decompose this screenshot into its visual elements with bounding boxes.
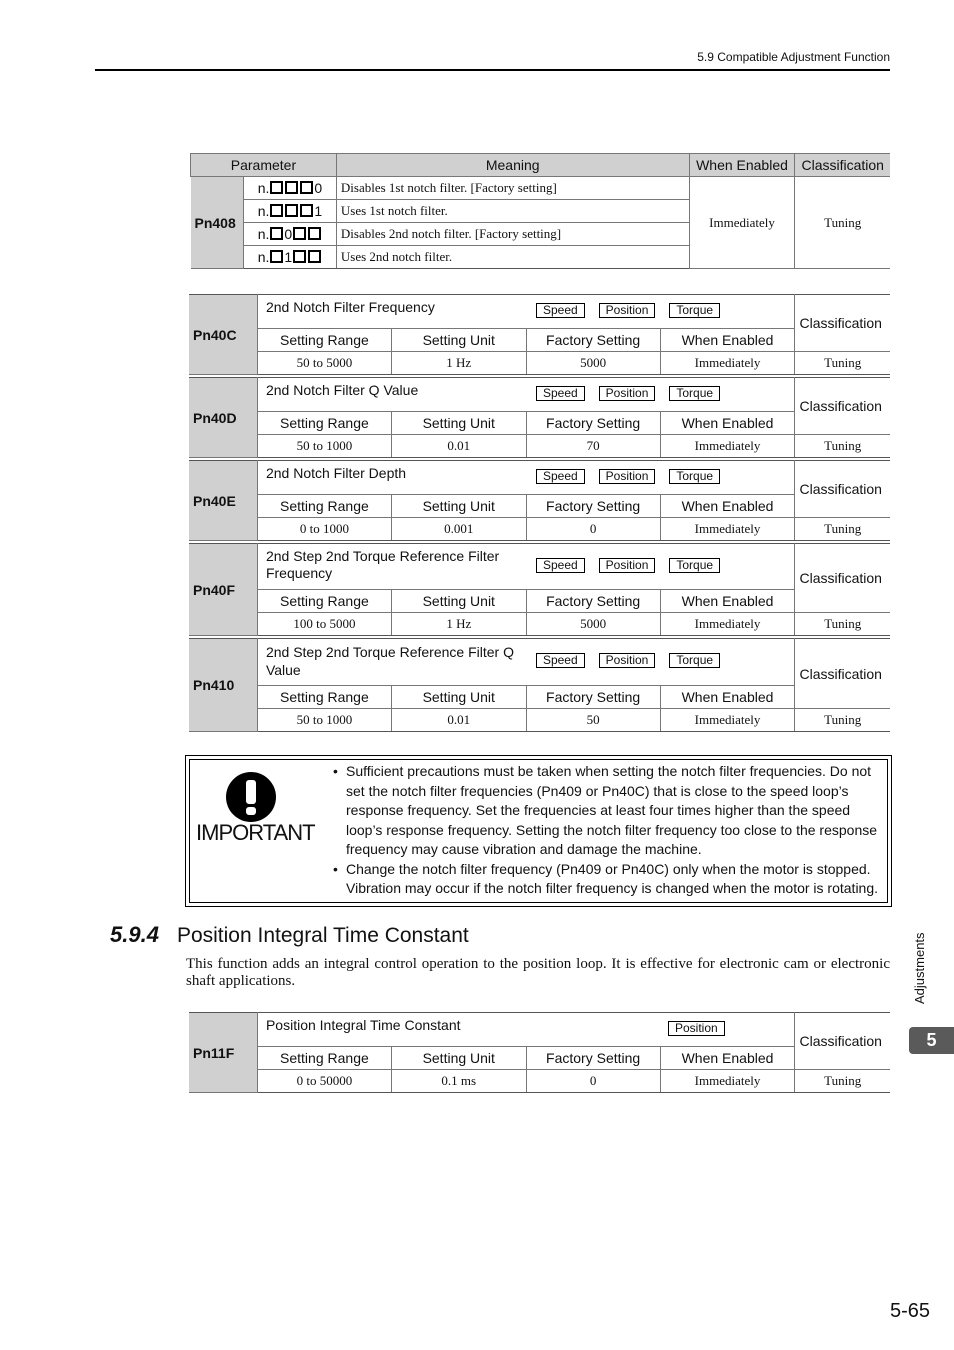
setting-range-label: Setting Range xyxy=(257,1047,391,1070)
param-name: 2nd Notch Filter Frequency Speed Position Torque xyxy=(257,295,795,329)
factory-setting-value: 0 xyxy=(526,1070,660,1093)
position-tag: Position xyxy=(599,653,656,668)
when-enabled-value: Immediately xyxy=(660,1070,795,1093)
setting-unit-label: Setting Unit xyxy=(391,495,526,518)
speed-tag: Speed xyxy=(536,303,585,318)
factory-setting-label: Factory Setting xyxy=(526,412,660,435)
speed-tag: Speed xyxy=(536,386,585,401)
mode-tags xyxy=(668,1021,725,1036)
when-enabled-label: When Enabled xyxy=(660,495,795,518)
torque-tag: Torque xyxy=(669,469,720,484)
setting-unit-label: Setting Unit xyxy=(391,412,526,435)
classification-value: Tuning xyxy=(795,709,890,732)
position-tag: Position xyxy=(668,1021,725,1036)
meaning-cell: Uses 2nd notch filter. xyxy=(336,246,689,269)
important-notice xyxy=(185,755,892,907)
bit-setting: n. 0 xyxy=(243,223,336,246)
param-name: 2nd Notch Filter Depth Speed Position Torque xyxy=(257,461,795,495)
param-number: Pn40D xyxy=(189,378,257,458)
position-tag: Position xyxy=(599,558,656,573)
when-enabled-label: When Enabled xyxy=(660,412,795,435)
speed-tag: Speed xyxy=(536,469,585,484)
torque-tag: Torque xyxy=(669,386,720,401)
section-body: This function adds an integral control operation to the position loop. It is effective for electronic cam or electronic shaft applications. xyxy=(186,956,890,989)
exclamation-icon xyxy=(226,772,276,822)
param-name: Position Integral Time Constant Position xyxy=(257,1013,795,1047)
bit-setting: n. 0 xyxy=(243,177,336,200)
setting-range-label: Setting Range xyxy=(257,495,391,518)
factory-setting-value: 50 xyxy=(526,709,660,732)
factory-setting-value: 5000 xyxy=(526,613,660,636)
side-chapter-label: Adjustments xyxy=(912,932,927,1004)
bit-setting: n. 1 xyxy=(243,246,336,269)
setting-unit-value: 0.001 xyxy=(391,518,526,541)
setting-unit-value: 0.1 ms xyxy=(391,1070,526,1093)
important-item: • Sufficient precautions must be taken when setting the notch filter frequencies. Do not set the notch filter frequencies (Pn409 or Pn40C) that is close to the speed loop’s response frequency. Set the frequencies at least four times higher than the speed loop’s response frequency. Setting the notch filter frequency too close to the response frequency may cause vibration and damage the machine. xyxy=(330,762,890,860)
chapter-tab: 5 xyxy=(909,1027,954,1054)
param-block-pn40d xyxy=(189,377,890,458)
factory-setting-label: Factory Setting xyxy=(526,329,660,352)
when-enabled-label: When Enabled xyxy=(660,1047,795,1070)
when-enabled-label: When Enabled xyxy=(660,329,795,352)
position-tag: Position xyxy=(599,469,656,484)
important-item: • Change the notch filter frequency (Pn409 or Pn40C) only when the motor is stopped. Vibration may occur if the notch filter frequency is changed when the motor is rotating. xyxy=(330,860,890,899)
torque-tag: Torque xyxy=(669,303,720,318)
param-block-pn40c xyxy=(189,294,890,375)
setting-range-label: Setting Range xyxy=(257,329,391,352)
factory-setting-value: 70 xyxy=(526,435,660,458)
setting-unit-label: Setting Unit xyxy=(391,1047,526,1070)
param-block-pn40f xyxy=(189,543,890,636)
param-name: 2nd Step 2nd Torque Reference Filter Frequency Speed Position Torque xyxy=(257,544,795,590)
param-number: Pn40F xyxy=(189,544,257,636)
classification-label: Classification xyxy=(795,1013,890,1070)
factory-setting-value: 5000 xyxy=(526,352,660,375)
mode-tags xyxy=(536,469,720,484)
pn408-table xyxy=(190,153,890,269)
classification-value: Tuning xyxy=(795,435,890,458)
mode-tags xyxy=(536,386,720,401)
when-enabled-cell: Immediately xyxy=(689,177,795,269)
setting-unit-value: 1 Hz xyxy=(391,352,526,375)
setting-range-value: 0 to 1000 xyxy=(257,518,391,541)
section-heading xyxy=(110,922,469,948)
classification-label: Classification xyxy=(795,378,890,435)
setting-range-value: 50 to 1000 xyxy=(257,435,391,458)
param-name: 2nd Notch Filter Q Value Speed Position Torque xyxy=(257,378,795,412)
speed-tag: Speed xyxy=(536,558,585,573)
setting-range-value: 0 to 50000 xyxy=(257,1070,391,1093)
factory-setting-label: Factory Setting xyxy=(526,495,660,518)
meaning-cell: Uses 1st notch filter. xyxy=(336,200,689,223)
setting-unit-value: 0.01 xyxy=(391,435,526,458)
classification-value: Tuning xyxy=(795,1070,890,1093)
when-enabled-value: Immediately xyxy=(660,435,795,458)
col-header-when-enabled: When Enabled xyxy=(689,154,795,177)
classification-value: Tuning xyxy=(795,352,890,375)
header-rule xyxy=(95,69,890,71)
mode-tags xyxy=(536,653,720,668)
setting-range-label: Setting Range xyxy=(257,590,391,613)
position-tag: Position xyxy=(599,303,656,318)
param-name: 2nd Step 2nd Torque Reference Filter Q Value Speed Position Torque xyxy=(257,639,795,686)
setting-unit-value: 0.01 xyxy=(391,709,526,732)
param-block-pn410 xyxy=(189,638,890,732)
param-number: Pn408 xyxy=(191,177,244,269)
bit-setting: n. 1 xyxy=(243,200,336,223)
mode-tags xyxy=(536,558,720,573)
param-block-pn11f xyxy=(189,1012,890,1093)
col-header-meaning: Meaning xyxy=(336,154,689,177)
setting-unit-value: 1 Hz xyxy=(391,613,526,636)
meaning-cell: Disables 2nd notch filter. [Factory setting] xyxy=(336,223,689,246)
running-header: 5.9 Compatible Adjustment Function xyxy=(697,50,890,64)
param-number: Pn410 xyxy=(189,639,257,732)
setting-range-label: Setting Range xyxy=(257,412,391,435)
when-enabled-value: Immediately xyxy=(660,352,795,375)
setting-range-label: Setting Range xyxy=(257,686,391,709)
col-header-parameter: Parameter xyxy=(191,154,337,177)
when-enabled-value: Immediately xyxy=(660,709,795,732)
col-header-classification: Classification xyxy=(795,154,890,177)
param-number: Pn40C xyxy=(189,295,257,375)
classification-value: Tuning xyxy=(795,518,890,541)
important-list xyxy=(330,762,890,899)
when-enabled-label: When Enabled xyxy=(660,590,795,613)
setting-range-value: 50 to 5000 xyxy=(257,352,391,375)
meaning-cell: Disables 1st notch filter. [Factory setting] xyxy=(336,177,689,200)
classification-label: Classification xyxy=(795,639,890,709)
setting-unit-label: Setting Unit xyxy=(391,590,526,613)
page-number: 5-65 xyxy=(889,1300,930,1322)
mode-tags xyxy=(536,303,720,318)
setting-range-value: 100 to 5000 xyxy=(257,613,391,636)
param-number: Pn40E xyxy=(189,461,257,541)
when-enabled-label: When Enabled xyxy=(660,686,795,709)
classification-label: Classification xyxy=(795,295,890,352)
when-enabled-value: Immediately xyxy=(660,518,795,541)
when-enabled-value: Immediately xyxy=(660,613,795,636)
factory-setting-value: 0 xyxy=(526,518,660,541)
speed-tag: Speed xyxy=(536,653,585,668)
torque-tag: Torque xyxy=(669,653,720,668)
classification-value: Tuning xyxy=(795,613,890,636)
section-number: 5.9.4 xyxy=(110,922,159,947)
classification-label: Classification xyxy=(795,544,890,613)
param-number: Pn11F xyxy=(189,1013,257,1093)
setting-unit-label: Setting Unit xyxy=(391,329,526,352)
factory-setting-label: Factory Setting xyxy=(526,590,660,613)
classification-label: Classification xyxy=(795,461,890,518)
setting-unit-label: Setting Unit xyxy=(391,686,526,709)
classification-cell: Tuning xyxy=(795,177,890,269)
param-block-pn40e xyxy=(189,460,890,541)
important-label: IMPORTANT xyxy=(196,820,315,845)
factory-setting-label: Factory Setting xyxy=(526,1047,660,1070)
position-tag: Position xyxy=(599,386,656,401)
setting-range-value: 50 to 1000 xyxy=(257,709,391,732)
factory-setting-label: Factory Setting xyxy=(526,686,660,709)
section-title: Position Integral Time Constant xyxy=(176,924,469,947)
torque-tag: Torque xyxy=(669,558,720,573)
